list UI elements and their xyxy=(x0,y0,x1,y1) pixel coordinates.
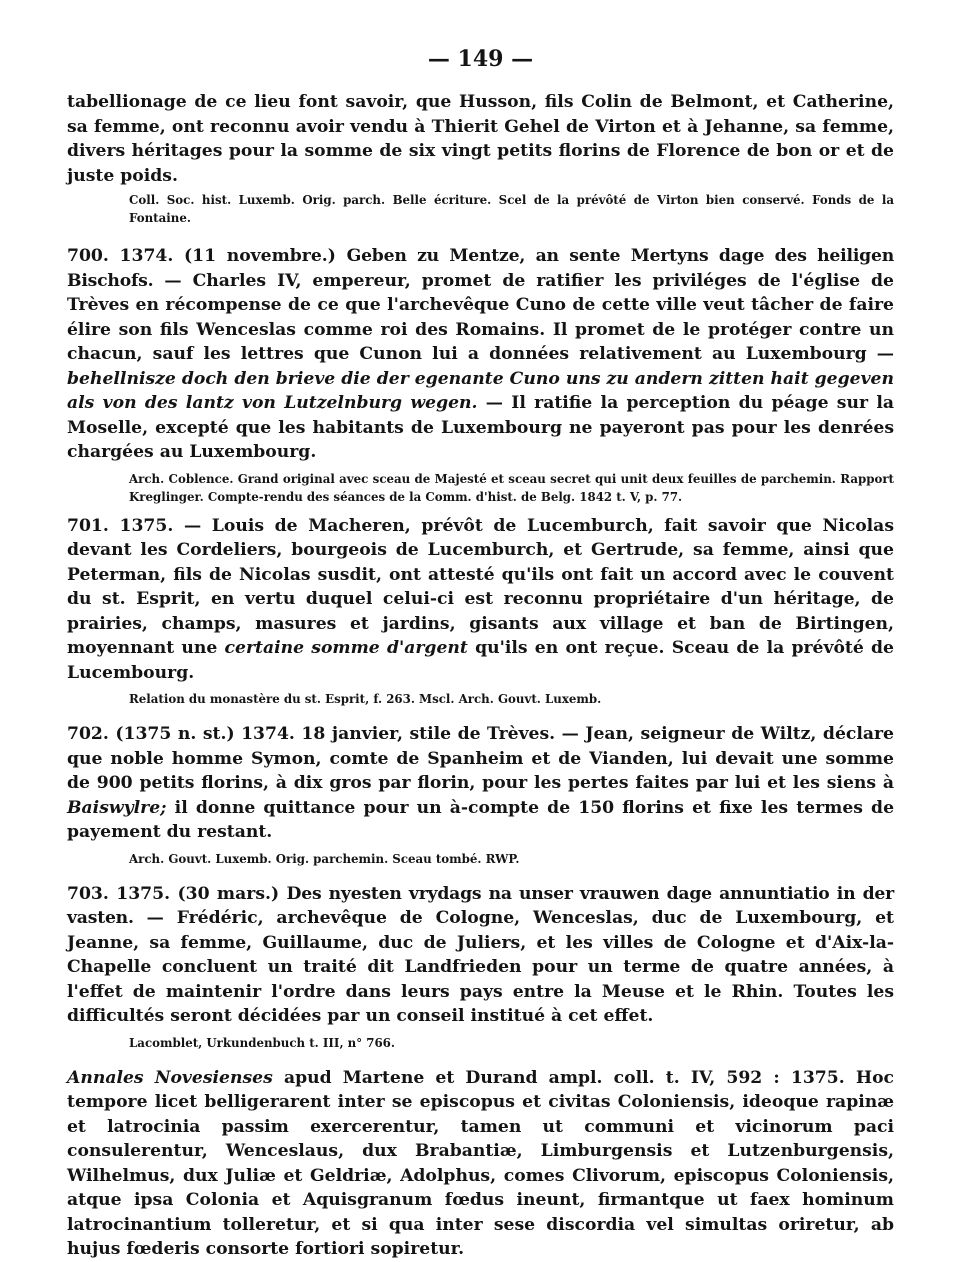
entry-700-gothic-date: Geben zu Mentze, an sente Mertyns dage des heiligen Bischofs. xyxy=(67,246,895,291)
intro-paragraph: tabellionage de ce lieu font savoir, que Husson, fils Colin de Belmont, et Catherine, sa femme, ont reconnu avoir vendu à Thierit Gehel de Virton et à Jehanne, sa femme, divers héritages pour la somme de six vingt petits florins de Florence de bon or et de juste poids. xyxy=(67,92,894,186)
annales-paragraph xyxy=(67,1066,894,1262)
entry-702-text-b: il donne quittance pour un à-compte de 150 florins et fixe les termes de payement du restant. xyxy=(67,797,895,842)
entry-701-heading: 701. 1375. xyxy=(67,515,174,536)
entry-702-source-note: Arch. Gouvt. Luxemb. Orig. parchemin. Sceau tombé. RWP. xyxy=(129,851,520,866)
annales-title: Annales Novesienses xyxy=(67,1067,273,1088)
entry-701-text-b: qu'ils en ont reçue. Sceau de la prévôté de Lucembourg. xyxy=(67,638,894,683)
entry-700-text-a: — Charles IV, empereur, promet de ratifier les priviléges de l'église de Trèves en récompense de ce que l'archevêque Cuno de cette ville veut tâcher de faire élire son fils Wenceslas comme roi des Romains. Il promet de le protéger contre un chacun, sauf les lettres que Cunon lui a données relativement au Luxembourg — xyxy=(67,270,894,364)
entry-703-heading: 703. 1375. (30 mars.) xyxy=(67,883,280,904)
entry-701-source-note: Relation du monastère du st. Esprit, f. 263. Mscl. Arch. Gouvt. Luxemb. xyxy=(129,692,602,706)
entry-700-text-b: — Il ratifie la perception du péage sur la Moselle, excepté que les habitants de Luxembourg ne payeront pas pour les denrées chargées au Luxembourg. xyxy=(67,393,894,462)
entry-702 xyxy=(67,722,894,845)
entry-700-heading: 700. 1374. (11 novembre.) xyxy=(67,246,336,266)
entry-701 xyxy=(67,514,894,686)
entry-703 xyxy=(67,882,894,1029)
entry-700-source-note: Arch. Coblence. Grand original avec sceau de Majesté et sceau secret qui unit deux feuilles de parchemin. Rapport Kreglinger. Compte-rendu des séances de la Comm. d'hist. de Belg. 1842 t. V, p. 77. xyxy=(129,471,894,504)
entry-700 xyxy=(67,244,894,465)
annales-text: apud Martene et Durand ampl. coll. t. IV, 592 : 1375. Hoc tempore licet belligerarent inter se episcopus et civitas Coloniensis, ideoque rapinæ et latrocinia passim exercerentur, tamen ut communi et vicinorum paci consulerentur, Wenceslaus, dux Brabantiæ, Limburgensis et Lutzenburgensis, Wilhelmus, dux Juliæ et Geldriæ, Adolphus, comes Clivorum, episcopus Coloniensis, atque ipsa Colonia et Aquisgranum fœdus ineunt, firmantque ut faex hominum latrocinantium tolleretur, et si qua inter sese discordia vel simultas oriretur, ab hujus fœderis consorte fortiori sopiretur. xyxy=(67,1067,895,1259)
entry-700-quote: behellnisze doch den brieve die der egenante Cuno uns zu andern zitten hait gegeven als von des lantz von Lutzelnburg wegen. xyxy=(67,368,894,413)
intro-source-note: Coll. Soc. hist. Luxemb. Orig. parch. Belle écriture. Scel de la prévôté de Virton bien conservé. Fonds de la Fontaine. xyxy=(129,193,894,225)
entry-701-text-a: — Louis de Macheren, prévôt de Lucemburch, fait savoir que Nicolas devant les Cordeliers, bourgeois de Lucemburch, et Gertrude, sa femme, ainsi que Peterman, fils de Nicolas susdit, ont attesté qu'ils ont fait un accord avec le couvent du st. Esprit, en vertu duquel celui-ci est reconnu propriétaire d'un héritage, de prairies, champs, masures et jardins, gisants aux village et ban de Birtingen, moyennant une xyxy=(67,515,894,658)
entry-702-text-a: 18 janvier, stile de Trèves. — Jean, seigneur de Wiltz, déclare que noble homme Symon, comte de Spanheim et de Vianden, lui devait une somme de 900 petits florins, à dix gros par florin, pour les pertes faites par lui et les siens à xyxy=(67,724,894,793)
entry-703-text: — Frédéric, archevêque de Cologne, Wenceslas, duc de Luxembourg, et Jeanne, sa femme, Guillaume, duc de Juliers, et les villes de Cologne et d'Aix-la-Chapelle concluent un traité dit Landfrieden pour un terme de quatre années, à l'effet de maintenir l'ordre dans leurs pays entre la Meuse et le Rhin. Toutes les difficultés seront décidées par un conseil institué à cet effet. xyxy=(67,908,894,1026)
entry-703-source-note: Lacomblet, Urkundenbuch t. III, n° 766. xyxy=(129,1035,395,1050)
entry-703-gothic-date: Des nyesten vrydags na unser vrauwen dage annuntiatio in der vasten. xyxy=(67,883,894,928)
entry-701-italic: certaine somme d'argent xyxy=(224,638,468,658)
entry-702-italic: Baiswylre; xyxy=(67,797,167,818)
page-number: — 149 — xyxy=(427,46,534,72)
entry-702-heading: 702. (1375 n. st.) 1374. xyxy=(67,724,295,744)
